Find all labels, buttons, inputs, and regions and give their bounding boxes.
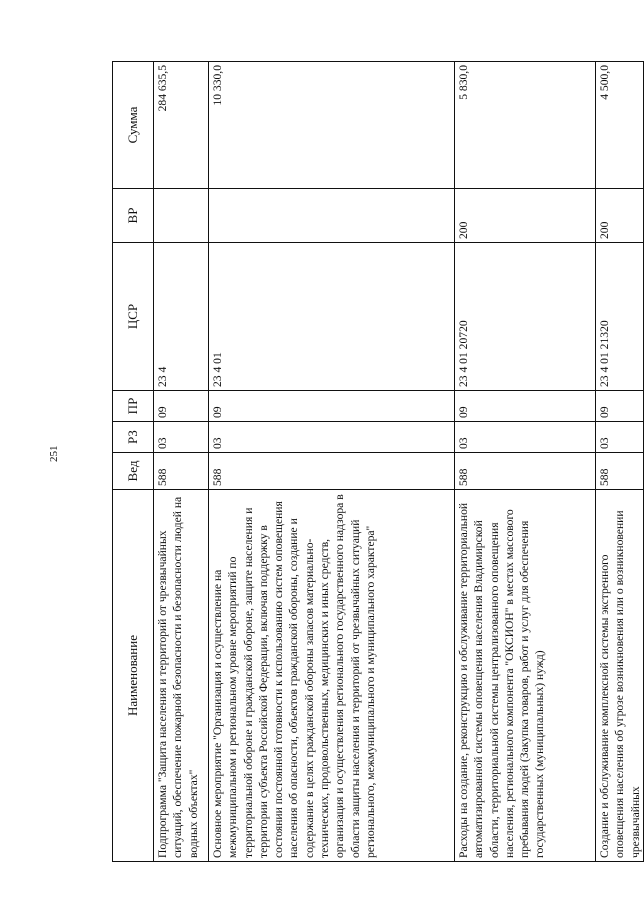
header-sum: Сумма xyxy=(113,62,154,189)
row-csr: 23 4 01 21320 xyxy=(596,243,644,391)
rotated-page-content xyxy=(112,62,642,862)
row-vr: 200 xyxy=(596,189,644,243)
table-row xyxy=(209,62,455,862)
row-sum: 4 500,0 xyxy=(596,62,644,189)
header-rz: РЗ xyxy=(113,422,154,453)
row-pr: 09 xyxy=(154,391,209,422)
budget-table xyxy=(112,61,644,862)
row-csr: 23 4 01 xyxy=(209,243,455,391)
row-pr: 09 xyxy=(455,391,596,422)
row-name: Основное мероприятие "Организация и осуществление на межмуниципальном и региональном уровне мероприятий по территориальной обороне и гражданской обороне, защите населения и территории субъекта Российской Федерации, включая поддержку в состоянии постоянной готовности к использованию систем оповещения населения об опасности, объектов гражданской обороны, создание и содержание в целях гражданской обороны запасов материально-технических, продовольственных, медицинских и иных средств, организация и осуществления регионального государственного надзора в области защиты населения и территорий от чрезвычайных ситуаций регионального, межмуниципального и муниципального характера" xyxy=(209,490,455,862)
row-name: Создание и обслуживание комплексной системы экстренного оповещения населения об угрозе возникновения или о возникновении чрезвычайных xyxy=(596,490,644,862)
row-sum: 284 635,5 xyxy=(154,62,209,189)
header-csr: ЦСР xyxy=(113,243,154,391)
row-vr: 200 xyxy=(455,189,596,243)
row-rz: 03 xyxy=(154,422,209,453)
header-pr: ПР xyxy=(113,391,154,422)
row-rz: 03 xyxy=(209,422,455,453)
table-header-row xyxy=(113,62,154,862)
header-vr: ВР xyxy=(113,189,154,243)
header-ved: Вед xyxy=(113,453,154,490)
row-sum: 5 830,0 xyxy=(455,62,596,189)
row-sum: 10 330,0 xyxy=(209,62,455,189)
row-ved: 588 xyxy=(209,453,455,490)
page-number: 251 xyxy=(48,445,60,462)
row-pr: 09 xyxy=(596,391,644,422)
row-name: Подпрограмма "Защита населения и территорий от чрезвычайных ситуаций, обеспечение пожарной безопасности и безопасности людей на водных объектах" xyxy=(154,490,209,862)
row-ved: 588 xyxy=(154,453,209,490)
row-ved: 588 xyxy=(596,453,644,490)
row-csr: 23 4 xyxy=(154,243,209,391)
row-vr xyxy=(209,189,455,243)
table-row xyxy=(154,62,209,862)
header-name: Наименование xyxy=(113,490,154,862)
row-rz: 03 xyxy=(455,422,596,453)
table-row xyxy=(455,62,596,862)
row-ved: 588 xyxy=(455,453,596,490)
row-vr xyxy=(154,189,209,243)
row-csr: 23 4 01 20720 xyxy=(455,243,596,391)
row-name: Расходы на создание, реконструкцию и обслуживание территориальной автоматизированной системы оповещения населения Владимирской области, территориальной системы централизованного оповещения населения, регионального компонента "ОКСИОН" в местах массового пребывания людей (Закупка товаров, работ и услуг для обеспечения государственных (муниципальных) нужд) xyxy=(455,490,596,862)
table-row xyxy=(596,62,644,862)
row-pr: 09 xyxy=(209,391,455,422)
row-rz: 03 xyxy=(596,422,644,453)
